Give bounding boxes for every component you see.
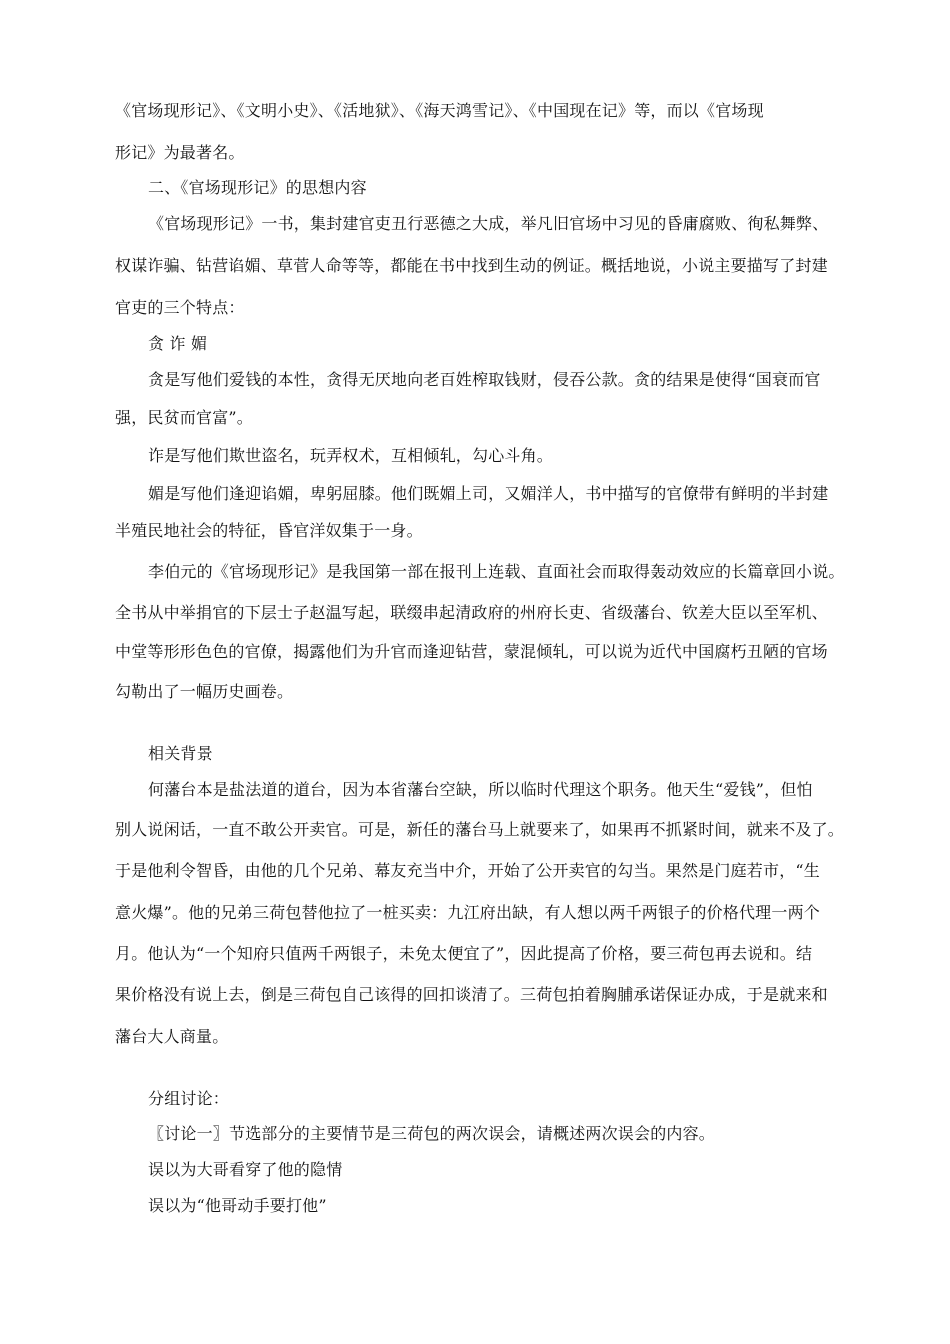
- text-line: 媚是写他们逢迎谄媚，卑躬屈膝。他们既媚上司，又媚洋人，书中描写的官僚带有鲜明的半封建: [148, 484, 829, 503]
- text-line: 形记》为最著名。: [115, 143, 245, 162]
- text-line: 藩台大人商量。: [115, 1027, 229, 1046]
- section-heading: 相关背景: [148, 744, 213, 763]
- text-line: 〖讨论一〗节选部分的主要情节是三荷包的两次误会，请概述两次误会的内容。: [148, 1124, 716, 1143]
- text-line: 意火爆”。他的兄弟三荷包替他拉了一桩买卖：九江府出缺，有人想以两千两银子的价格代理一两个: [115, 903, 820, 922]
- text-line: 《官场现形记》、《文明小史》、《活地狱》、《海天鸿雪记》、《中国现在记》等，而以《官场现: [115, 101, 764, 120]
- text-line: 月。他认为“一个知府只值两千两银子，未免太便宜了”，因此提高了价格，要三荷包再去说和。结: [115, 944, 813, 963]
- text-line: 权谋诈骗、钻营谄媚、草菅人命等等，都能在书中找到生动的例证。概括地说，小说主要描写了封建: [115, 256, 828, 275]
- text-line: 《官场现形记》一书，集封建官吏丑行恶德之大成，举凡旧官场中习见的昏庸腐败、徇私舞弊、: [148, 214, 829, 233]
- text-line: 勾勒出了一幅历史画卷。: [115, 682, 294, 701]
- text-line: 李伯元的《官场现形记》是我国第一部在报刊上连载、直面社会而取得轰动效应的长篇章回小说。: [148, 562, 845, 581]
- text-line: 全书从中举捐官的下层士子赵温写起，联缀串起清政府的州府长吏、省级藩台、钦差大臣以至军机、: [115, 603, 828, 622]
- text-line: 官吏的三个特点：: [115, 298, 245, 317]
- text-line: 误以为大哥看穿了他的隐情: [148, 1160, 343, 1179]
- text-line: 果价格没有说上去，倒是三荷包自己该得的回扣谈清了。三荷包拍着胸脯承诺保证办成，于是就来和: [115, 985, 828, 1004]
- section-heading: 分组讨论：: [148, 1089, 230, 1108]
- text-line: 贪 诈 媚: [148, 334, 208, 353]
- text-line: 半殖民地社会的特征，昏官洋奴集于一身。: [115, 521, 423, 540]
- text-line: 误以为“他哥动手要打他”: [148, 1196, 327, 1215]
- section-heading: 二、《官场现形记》的思想内容: [148, 178, 367, 197]
- text-line: 诈是写他们欺世盗名，玩弄权术，互相倾轧，勾心斗角。: [148, 446, 554, 465]
- text-line: 何藩台本是盐法道的道台，因为本省藩台空缺，所以临时代理这个职务。他天生“爱钱”，但怕: [148, 780, 813, 799]
- text-line: 中堂等形形色色的官僚，揭露他们为升官而逢迎钻营，蒙混倾轧，可以说为近代中国腐朽丑陋的官场: [115, 642, 828, 661]
- text-line: 别人说闲话，一直不敢公开卖官。可是，新任的藩台马上就要来了，如果再不抓紧时间，就来不及了。: [115, 820, 845, 839]
- text-line: 强，民贫而官富”。: [115, 408, 253, 427]
- text-line: 贪是写他们爱钱的本性，贪得无厌地向老百姓榨取钱财，侵吞公款。贪的结果是使得“国衰而官: [148, 370, 821, 389]
- text-line: 于是他利令智昏，由他的几个兄弟、幕友充当中介，开始了公开卖官的勾当。果然是门庭若市，“生: [115, 861, 820, 880]
